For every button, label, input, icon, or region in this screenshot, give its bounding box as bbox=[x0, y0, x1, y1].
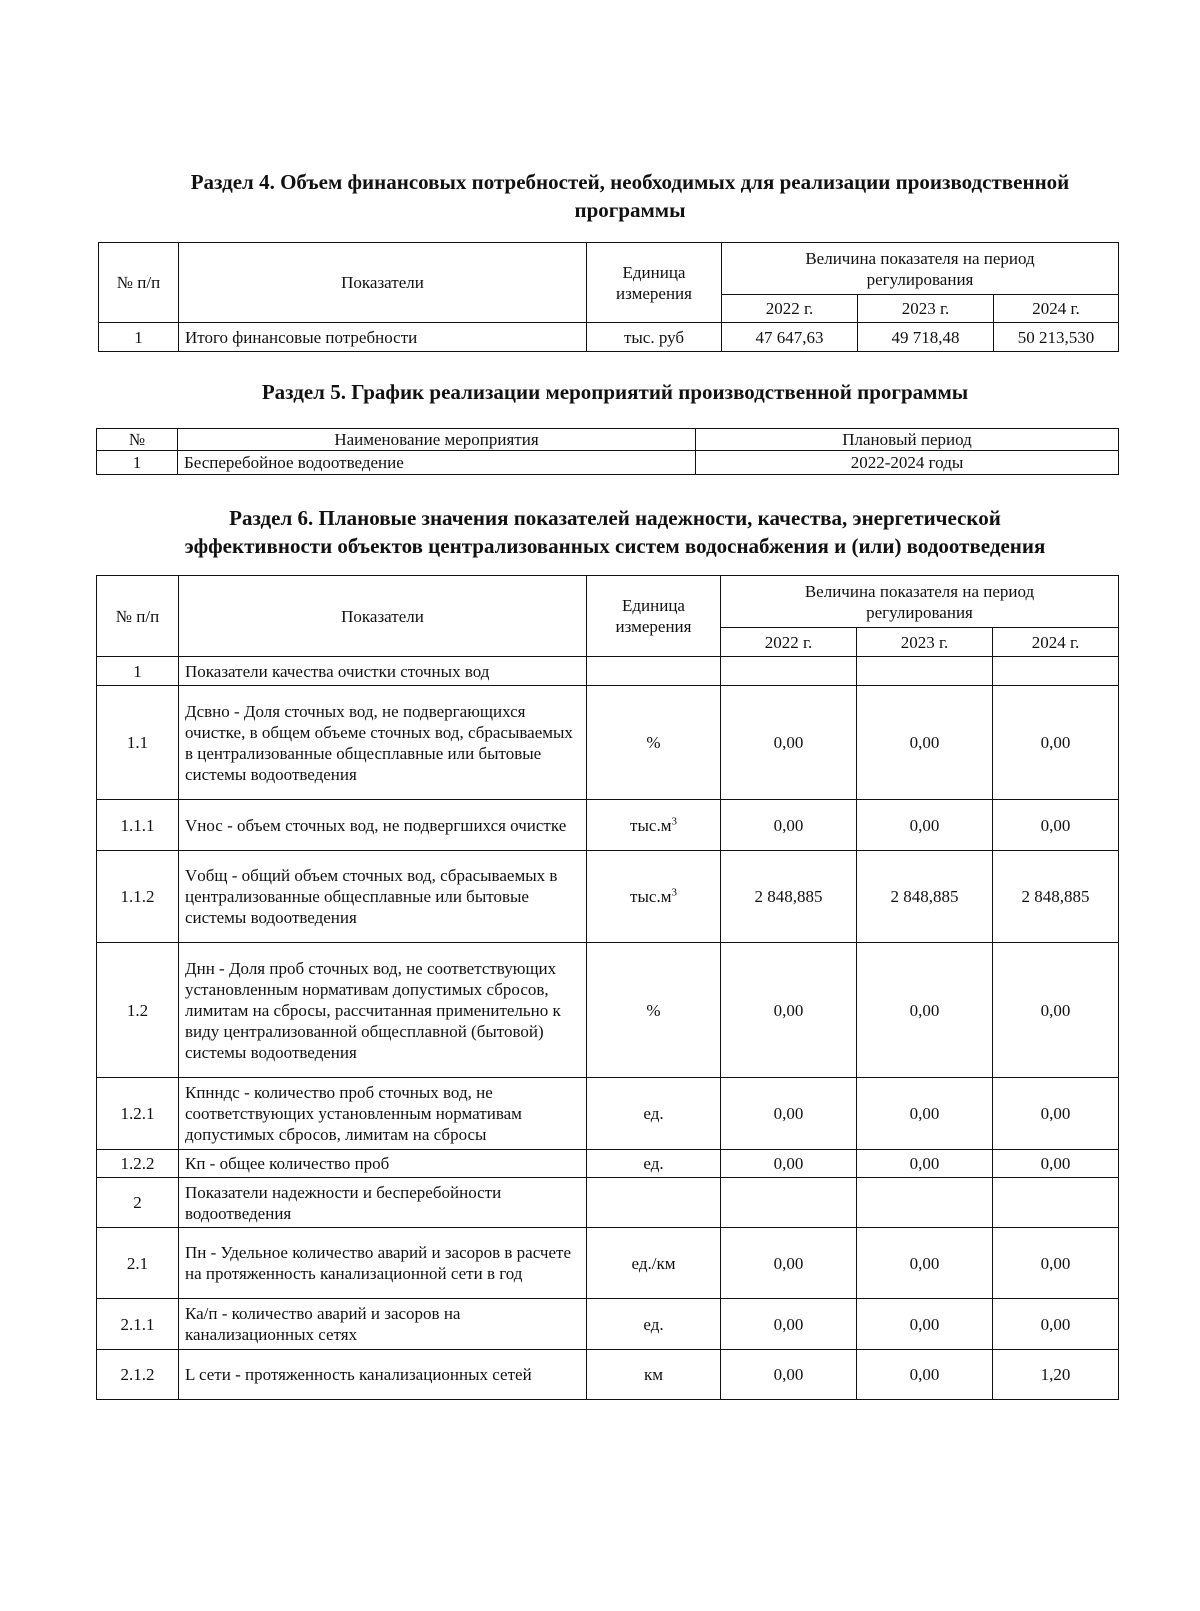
row-2024: 0,00 bbox=[993, 1228, 1119, 1299]
row-unit: % bbox=[587, 943, 721, 1078]
row-2023: 0,00 bbox=[857, 686, 993, 800]
row-name: Показатели качества очистки сточных вод bbox=[179, 657, 587, 686]
s4-header-2022: 2022 г. bbox=[722, 295, 858, 323]
row-name: Ка/п - количество аварий и засоров на канализационных сетях bbox=[179, 1299, 587, 1350]
row-num: 1.1 bbox=[97, 686, 179, 800]
table-row bbox=[97, 851, 1119, 943]
row-2024: 0,00 bbox=[993, 1078, 1119, 1150]
row-unit: ед. bbox=[587, 1150, 721, 1178]
s6-header-unit bbox=[587, 576, 721, 657]
s4-header-unit bbox=[587, 243, 722, 323]
row-2024: 0,00 bbox=[993, 1150, 1119, 1178]
section4-title bbox=[100, 168, 1160, 224]
s4-cell-num: 1 bbox=[99, 323, 179, 352]
s4-cell-2024: 50 213,530 bbox=[994, 323, 1119, 352]
s6-header-unit-line2: измерения bbox=[615, 617, 692, 636]
row-2024: 0,00 bbox=[993, 686, 1119, 800]
row-name: Пн - Удельное количество аварий и засоров в расчете на протяженность канализационной сети в год bbox=[179, 1228, 587, 1299]
s4-header-indicator: Показатели bbox=[179, 243, 587, 323]
s5-header-period: Плановый период bbox=[696, 429, 1119, 451]
row-2022: 0,00 bbox=[721, 1150, 857, 1178]
s5-cell-num: 1 bbox=[97, 451, 178, 475]
row-num: 1.2 bbox=[97, 943, 179, 1078]
s4-header-num: № п/п bbox=[99, 243, 179, 323]
row-2024: 1,20 bbox=[993, 1350, 1119, 1400]
row-2023: 0,00 bbox=[857, 1299, 993, 1350]
section4-title-line2: программы bbox=[574, 198, 686, 222]
row-unit: % bbox=[587, 686, 721, 800]
s4-header-period-line2: регулирования bbox=[866, 269, 974, 289]
row-2022: 0,00 bbox=[721, 800, 857, 851]
row-num: 1.1.1 bbox=[97, 800, 179, 851]
row-unit bbox=[587, 851, 721, 943]
row-num: 2.1.1 bbox=[97, 1299, 179, 1350]
s6-header-unit-line1: Единица bbox=[622, 596, 685, 615]
row-2022 bbox=[721, 657, 857, 686]
row-2024: 0,00 bbox=[993, 943, 1119, 1078]
row-num: 2 bbox=[97, 1178, 179, 1228]
table-row bbox=[97, 686, 1119, 800]
row-name: Кпнндс - количество проб сточных вод, не соответствующих установленным нормативам допустимых сбросов, лимитам на сбросы bbox=[179, 1078, 587, 1150]
section6-title-line2: эффективности объектов централизованных систем водоснабжения и (или) водоотведения bbox=[184, 534, 1046, 558]
row-name: L сети - протяженность канализационных сетей bbox=[179, 1350, 587, 1400]
row-num: 2.1 bbox=[97, 1228, 179, 1299]
section6-title bbox=[100, 504, 1130, 560]
row-num: 1.1.2 bbox=[97, 851, 179, 943]
unit-text: тыс.м bbox=[630, 815, 672, 835]
s4-header-period-line1: Величина показателя на период bbox=[805, 248, 1035, 268]
row-unit: ед. bbox=[587, 1299, 721, 1350]
table-row bbox=[97, 1228, 1119, 1299]
table-row bbox=[97, 943, 1119, 1078]
row-unit bbox=[587, 657, 721, 686]
s6-header-period-line2: регулирования bbox=[866, 602, 973, 622]
section5-title: Раздел 5. График реализации мероприятий производственной программы bbox=[261, 380, 969, 404]
row-2024: 0,00 bbox=[993, 1299, 1119, 1350]
section6-title-line1: Раздел 6. Плановые значения показателей надежности, качества, энергетической bbox=[229, 506, 1001, 530]
row-2022: 2 848,885 bbox=[721, 851, 857, 943]
unit-superscript: 3 bbox=[671, 814, 677, 827]
row-unit bbox=[587, 1178, 721, 1228]
row-num: 1 bbox=[97, 657, 179, 686]
row-2022: 0,00 bbox=[721, 1299, 857, 1350]
row-2024: 2 848,885 bbox=[993, 851, 1119, 943]
row-2023: 0,00 bbox=[857, 943, 993, 1078]
s6-header-2023: 2023 г. bbox=[857, 628, 993, 657]
row-2023 bbox=[857, 657, 993, 686]
table-row bbox=[97, 1178, 1119, 1228]
s4-cell-2023: 49 718,48 bbox=[858, 323, 994, 352]
section4-title-line1: Раздел 4. Объем финансовых потребностей, необходимых для реализации производственной bbox=[190, 170, 1070, 194]
s4-cell-unit: тыс. руб bbox=[587, 323, 722, 352]
row-2023 bbox=[857, 1178, 993, 1228]
s4-header-2023: 2023 г. bbox=[858, 295, 994, 323]
s6-header-2024: 2024 г. bbox=[993, 628, 1119, 657]
table-row bbox=[97, 657, 1119, 686]
row-num: 1.2.1 bbox=[97, 1078, 179, 1150]
row-2023: 0,00 bbox=[857, 1228, 993, 1299]
row-unit: ед./км bbox=[587, 1228, 721, 1299]
row-2023: 2 848,885 bbox=[857, 851, 993, 943]
row-unit: ед. bbox=[587, 1078, 721, 1150]
table-row bbox=[97, 1299, 1119, 1350]
s4-header-2024: 2024 г. bbox=[994, 295, 1119, 323]
row-num: 2.1.2 bbox=[97, 1350, 179, 1400]
s5-header-num: № bbox=[97, 429, 178, 451]
s6-header-num: № п/п bbox=[97, 576, 179, 657]
row-2022: 0,00 bbox=[721, 1350, 857, 1400]
row-2023: 0,00 bbox=[857, 1150, 993, 1178]
section6-table bbox=[96, 575, 1119, 1400]
table-row bbox=[97, 800, 1119, 851]
section4-table bbox=[98, 242, 1119, 352]
table-row bbox=[97, 1150, 1119, 1178]
table-row bbox=[97, 451, 1119, 475]
s6-header-indicator: Показатели bbox=[179, 576, 587, 657]
table-row bbox=[97, 1078, 1119, 1150]
unit-superscript: 3 bbox=[671, 886, 677, 899]
row-name: Показатели надежности и бесперебойности водоотведения bbox=[179, 1178, 587, 1228]
row-name: Vнос - объем сточных вод, не подвергшихся очистке bbox=[179, 800, 587, 851]
row-2022: 0,00 bbox=[721, 943, 857, 1078]
section5-table bbox=[96, 428, 1119, 475]
s4-header-unit-line1: Единица bbox=[622, 262, 686, 282]
row-unit bbox=[587, 800, 721, 851]
unit-text: тыс.м bbox=[630, 887, 672, 906]
row-name: Днн - Доля проб сточных вод, не соответствующих установленным нормативам допустимых сбросов, лимитам на сбросы, рассчитанная применительно к виду централизованной общесплавной (бытовой) системы водоотведения bbox=[179, 943, 587, 1078]
row-2022: 0,00 bbox=[721, 1228, 857, 1299]
row-2024 bbox=[993, 1178, 1119, 1228]
row-num: 1.2.2 bbox=[97, 1150, 179, 1178]
s6-header-period bbox=[721, 576, 1119, 628]
row-name: Кп - общее количество проб bbox=[179, 1150, 587, 1178]
row-2023: 0,00 bbox=[857, 800, 993, 851]
row-2022: 0,00 bbox=[721, 1078, 857, 1150]
s6-header-period-line1: Величина показателя на период bbox=[804, 581, 1035, 601]
row-2023: 0,00 bbox=[857, 1350, 993, 1400]
row-unit: км bbox=[587, 1350, 721, 1400]
s5-cell-name: Бесперебойное водоотведение bbox=[178, 451, 696, 475]
s4-cell-2022: 47 647,63 bbox=[722, 323, 858, 352]
row-2024 bbox=[993, 657, 1119, 686]
s4-header-period bbox=[722, 243, 1119, 295]
row-2024: 0,00 bbox=[993, 800, 1119, 851]
table-row bbox=[97, 1350, 1119, 1400]
row-2022 bbox=[721, 1178, 857, 1228]
s4-cell-name: Итого финансовые потребности bbox=[179, 323, 587, 352]
row-2022: 0,00 bbox=[721, 686, 857, 800]
s4-header-unit-line2: измерения bbox=[616, 283, 692, 303]
s6-header-2022: 2022 г. bbox=[721, 628, 857, 657]
row-2023: 0,00 bbox=[857, 1078, 993, 1150]
row-name: Дсвно - Доля сточных вод, не подвергающихся очистке, в общем объеме сточных вод, сбрасываемых в централизованные общесплавные или бытовые системы водоотведения bbox=[179, 686, 587, 800]
s5-cell-period: 2022-2024 годы bbox=[696, 451, 1119, 475]
s5-header-name: Наименование мероприятия bbox=[178, 429, 696, 451]
table-row bbox=[99, 323, 1119, 352]
row-name: Vобщ - общий объем сточных вод, сбрасываемых в централизованные общесплавные или бытовые системы водоотведения bbox=[179, 851, 587, 943]
